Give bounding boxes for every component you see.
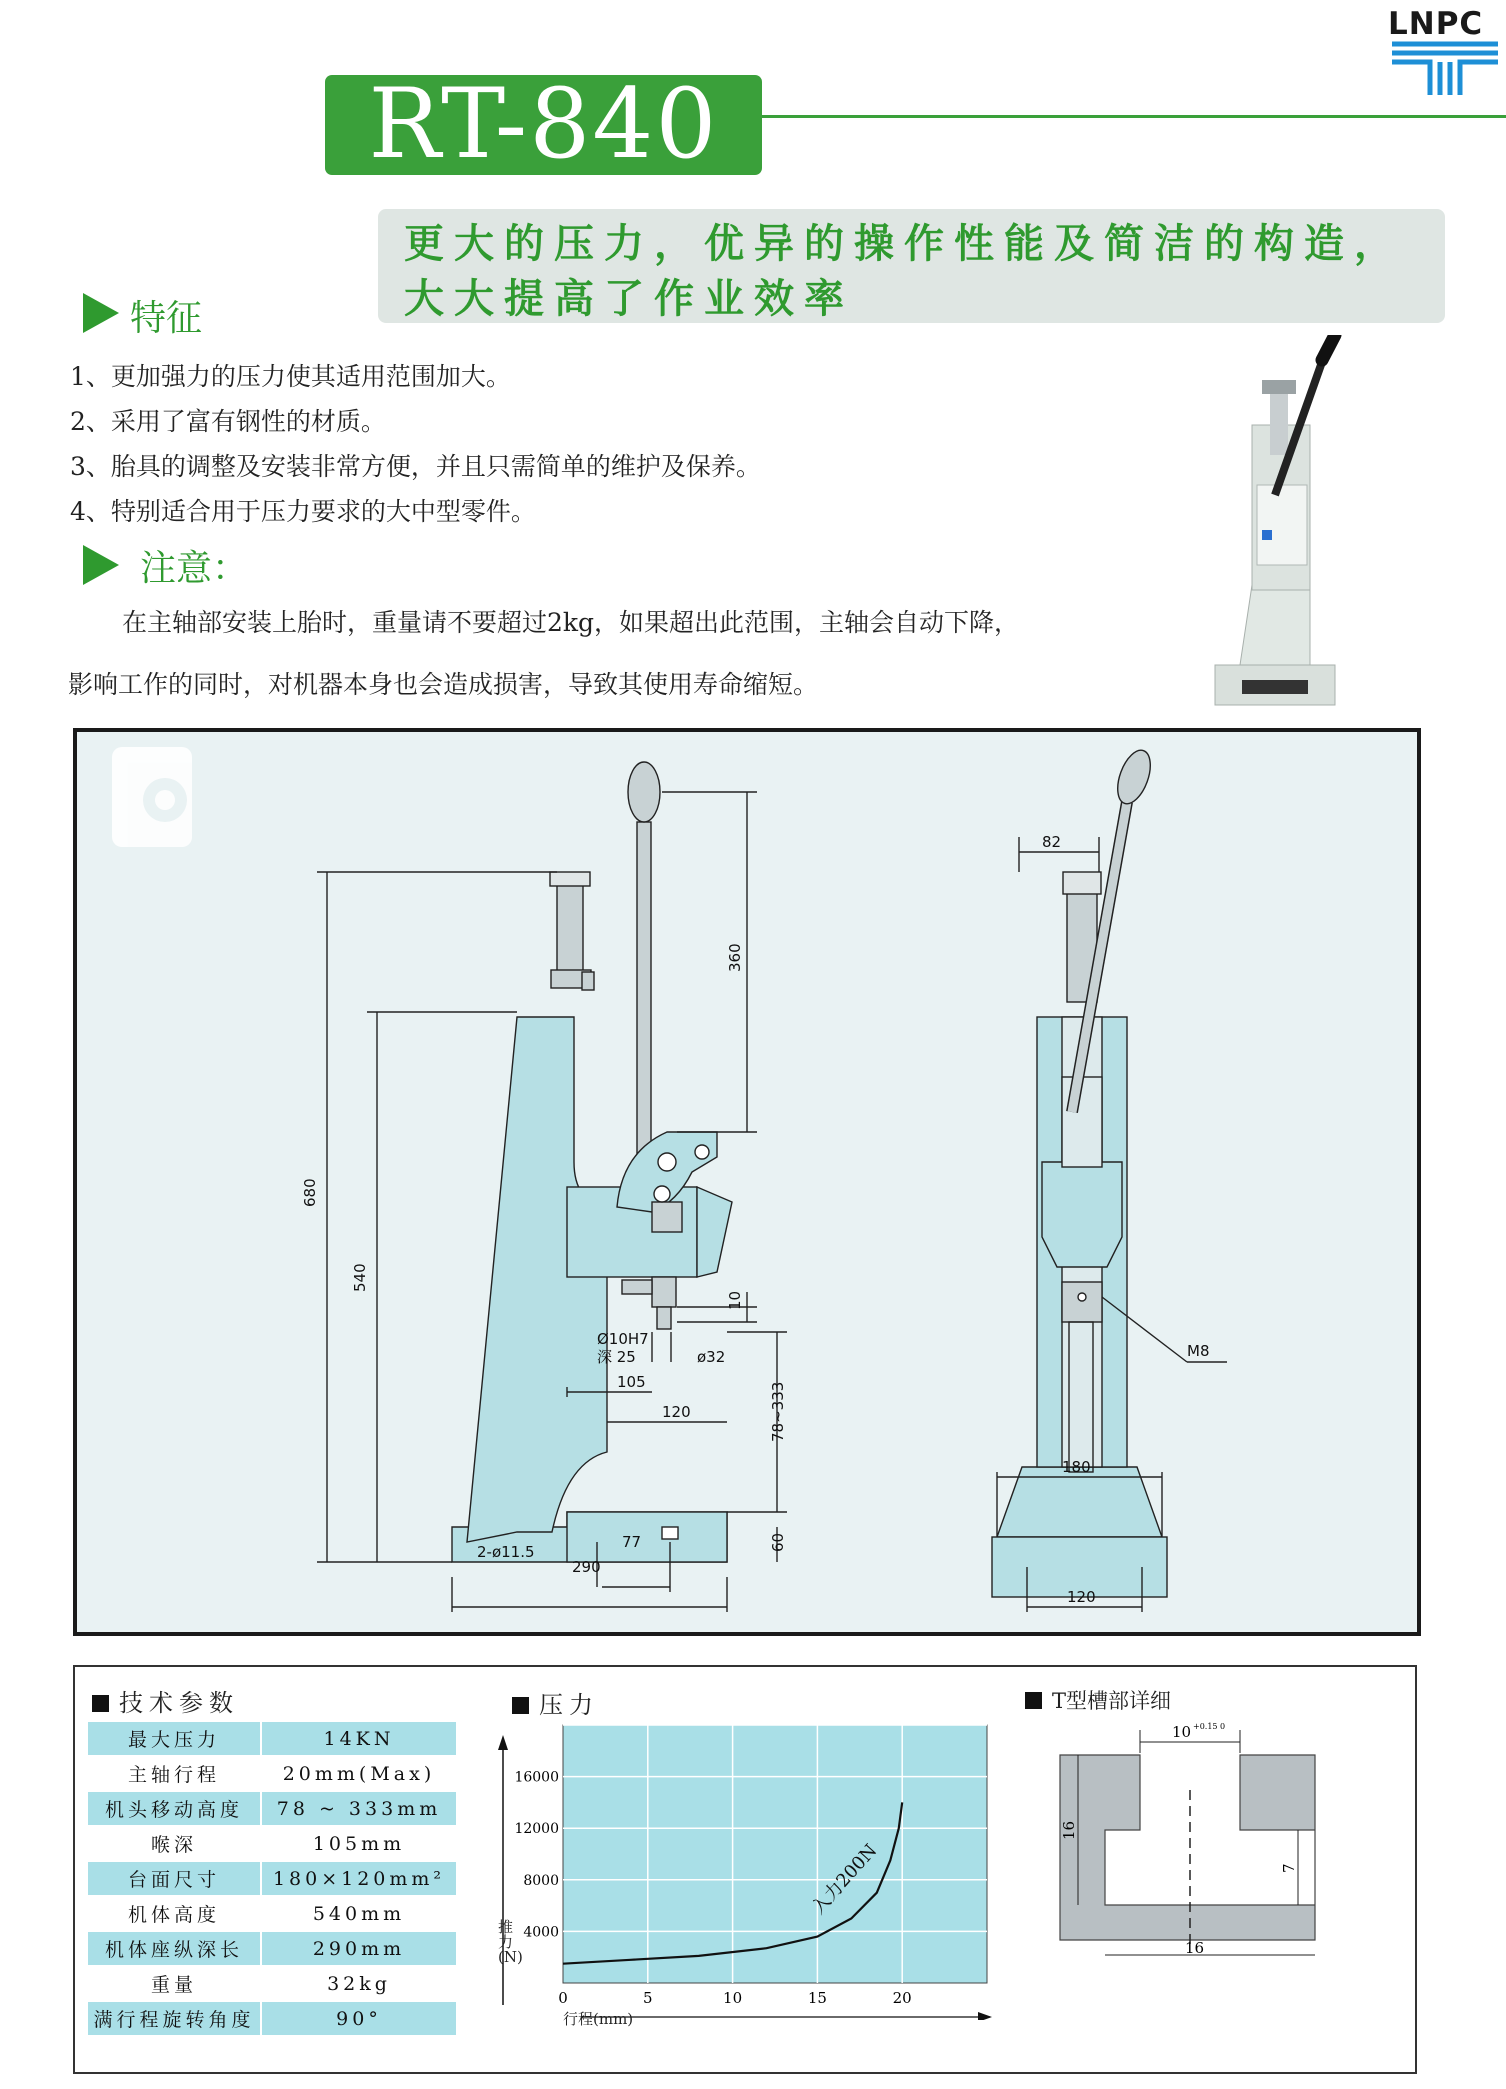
dim-290: 290 <box>572 1558 601 1576</box>
dim-holes: 2-ø11.5 <box>477 1543 535 1561</box>
feature-item-1: 1、更加强力的压力使其适用范围加大。 <box>70 362 511 391</box>
tslot-heading: T型槽部详细 <box>1052 1689 1172 1713</box>
tslot-tolerance: +0.15 0 <box>1193 1722 1226 1731</box>
y-tick-labels <box>514 1770 559 1941</box>
square-bullet-icon <box>92 1695 109 1712</box>
specs-table <box>88 1720 458 2037</box>
tslot-width-16: 16 <box>1185 1939 1205 1957</box>
y-tick-label: 4000 <box>523 1924 559 1941</box>
dim-180: 180 <box>1062 1458 1091 1476</box>
dim-120-front: 120 <box>1067 1588 1096 1606</box>
x-tick-label: 5 <box>643 1989 653 2007</box>
dim-depth: 深 25 <box>597 1348 636 1366</box>
y-tick-label: 12000 <box>514 1821 559 1838</box>
spec-value: 90° <box>261 2001 457 2036</box>
dim-10: 10 <box>726 1290 744 1310</box>
table-row <box>88 1861 457 1896</box>
tslot-diagram <box>1050 1715 1330 1965</box>
y-tick-label: 16000 <box>514 1769 559 1786</box>
square-bullet-icon <box>1025 1692 1042 1709</box>
dim-32: ø32 <box>697 1348 726 1366</box>
notice-arrow-icon <box>83 545 119 585</box>
spec-key: 机头移动高度 <box>88 1791 261 1826</box>
y-arrow-head-icon <box>498 1735 508 1750</box>
spec-value: 290mm <box>261 1931 457 1966</box>
tslot-heading-wrap <box>1025 1685 1171 1715</box>
notice-line-2: 影响工作的同时，对机器本身也会造成损害，导致其使用寿命缩短。 <box>68 670 819 699</box>
tslot-width-top: 10 <box>1172 1723 1192 1741</box>
dim-105: 105 <box>617 1373 646 1391</box>
plot-area <box>563 1725 987 1983</box>
dim-120-side: 120 <box>662 1403 691 1421</box>
spec-key: 主轴行程 <box>88 1756 261 1791</box>
table-row <box>88 1791 457 1826</box>
drawing-canvas <box>77 732 1417 1632</box>
features-arrow-icon <box>83 293 119 333</box>
spec-value: 14KN <box>261 1721 457 1756</box>
slogan-line-2: 大大提高了作业效率 <box>404 275 854 322</box>
dim-360: 360 <box>726 943 744 972</box>
spec-key: 最大压力 <box>88 1721 261 1756</box>
tslot-height-16: 16 <box>1060 1820 1078 1840</box>
spec-key: 重量 <box>88 1966 261 2001</box>
series-label: 入力200N <box>808 1840 882 1919</box>
slogan-line-1: 更大的压力，优异的操作性能及简洁的构造， <box>404 220 1404 267</box>
title-rule <box>762 115 1506 118</box>
spec-key: 喉深 <box>88 1826 261 1861</box>
spec-key: 台面尺寸 <box>88 1861 261 1896</box>
lnpc-logo-icon <box>1390 40 1500 95</box>
feature-item-2: 2、采用了富有钢性的材质。 <box>70 407 386 436</box>
spec-key: 机体高度 <box>88 1896 261 1931</box>
chart-heading: 压力 <box>539 1691 599 1719</box>
model-title: RT-840 <box>368 68 719 180</box>
notice-heading: 注意： <box>140 548 249 589</box>
product-photo <box>1210 335 1345 710</box>
table-row <box>88 1756 457 1791</box>
x-tick-labels <box>558 1989 912 2007</box>
technical-drawing <box>73 728 1421 1636</box>
spec-value: 32kg <box>261 1966 457 2001</box>
watermark-logo <box>112 747 192 847</box>
spec-value: 78 ~ 333mm <box>261 1791 457 1826</box>
table-row <box>88 1931 457 1966</box>
y-axis-label: 推力(N) <box>498 1918 523 1966</box>
pressure-chart <box>490 1720 1010 2020</box>
notice-line-1: 在主轴部安装上胎时，重量请不要超过2kg，如果超出此范围，主轴会自动下降， <box>122 608 1020 637</box>
feature-item-3: 3、胎具的调整及安装非常方便，并且只需简单的维护及保养。 <box>70 452 761 481</box>
x-tick-label: 15 <box>807 1989 827 2007</box>
x-tick-label: 0 <box>558 1989 568 2007</box>
x-tick-label: 20 <box>892 1989 912 2007</box>
table-row <box>88 1826 457 1861</box>
dim-680: 680 <box>301 1178 319 1207</box>
spec-value: 180×120mm² <box>261 1861 457 1896</box>
tslot-height-7: 7 <box>1280 1863 1298 1873</box>
dim-77: 77 <box>622 1533 642 1551</box>
spec-value: 20mm(Max) <box>261 1756 457 1791</box>
dim-60: 60 <box>769 1532 787 1552</box>
x-axis-label: 行程(mm) <box>563 2010 634 2028</box>
x-arrow-head-icon <box>978 2012 992 2020</box>
x-tick-label: 10 <box>723 1989 743 2007</box>
table-row <box>88 1896 457 1931</box>
dim-540: 540 <box>351 1263 369 1292</box>
table-row <box>88 1721 457 1756</box>
specs-heading: 技术参数 <box>119 1689 239 1717</box>
feature-item-4: 4、特别适合用于压力要求的大中型零件。 <box>70 497 536 526</box>
spec-key: 机体座纵深长 <box>88 1931 261 1966</box>
dim-bore: Ø10H7 <box>597 1330 649 1348</box>
brand-logo-text: LNPC <box>1388 6 1484 42</box>
spec-key: 满行程旋转角度 <box>88 2001 261 2036</box>
table-row <box>88 1966 457 2001</box>
dim-stroke: 78~333 <box>769 1381 787 1442</box>
square-bullet-icon <box>512 1697 529 1714</box>
y-tick-label: 8000 <box>523 1872 559 1889</box>
spec-value: 105mm <box>261 1826 457 1861</box>
spec-value: 540mm <box>261 1896 457 1931</box>
features-heading: 特征 <box>130 298 203 339</box>
dim-82: 82 <box>1042 833 1062 851</box>
table-row <box>88 2001 457 2036</box>
chart-heading-wrap <box>512 1685 599 1720</box>
dim-m8: M8 <box>1187 1342 1210 1360</box>
specs-heading-wrap <box>92 1683 239 1718</box>
